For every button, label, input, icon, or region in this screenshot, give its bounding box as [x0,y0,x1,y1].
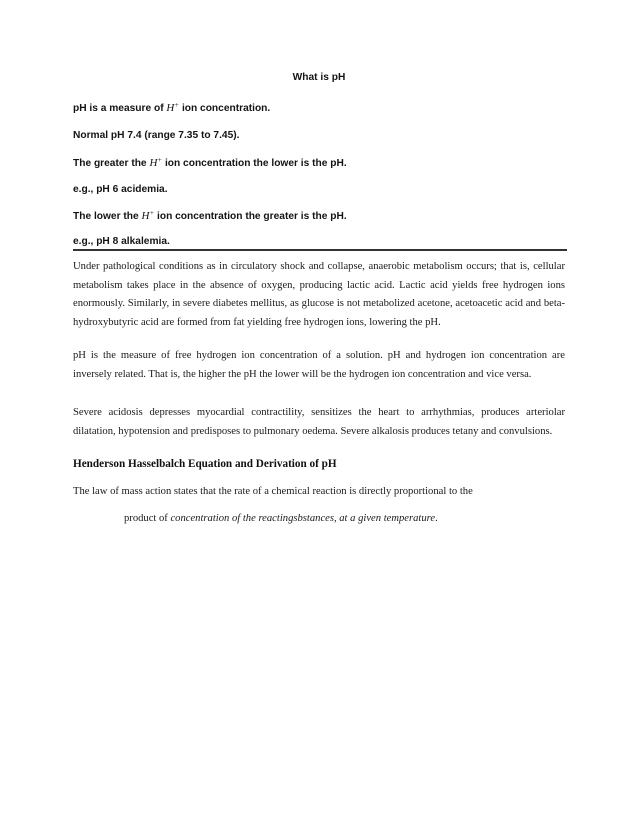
page-title: What is pH [292,72,346,83]
paragraph-definition: pH is the measure of free hydrogen ion concentration of a solution. pH and hydrogen ion concentration are inversely related. That is, the higher the pH the lower will be the hydrogen ion concentration and vice versa. [73,350,565,380]
paragraph-acidosis: Severe acidosis depresses myocardial contractility, sensitizes the heart to arrhythmias, produces arteriolar dilatation, hypotension and predisposes to pulmonary oedema. Severe alkalosis produces tetany and convulsions. [73,407,565,437]
definition-line [73,102,270,114]
definition-line-text-pre: pH is a measure of [73,103,167,114]
paragraph-mass-action: The law of mass action states that the rate of a chemical reaction is directly proportional to the [73,486,473,497]
hydrogen-symbol: H+ [166,101,180,114]
section-heading: Henderson Hasselbalch Equation and Derivation of pH [73,458,337,470]
mass-action-continuation: product of concentration of the reactingsbstances, at a given temperature. [124,513,438,524]
acidemia-example: e.g., pH 6 acidemia. [73,184,168,195]
hydrogen-symbol: H+ [149,156,163,169]
greater-h-line: The greater the H+ ion concentration the lower is the pH. [73,156,347,169]
paragraph-pathological: Under pathological conditions as in circulatory shock and collapse, anaerobic metabolism occurs; that is, cellular metabolism takes place in the absence of oxygen, producing lactic acid. Lactic acid yields free hydrogen ions enormously. Similarly, in severe diabetes mellitus, as glucose is not metabolized acetone, acetoacetic acid and beta-hydroxybutyric acid are formed from fat yielding free hydrogen ions, lowering the pH. [73,261,565,328]
section-divider [73,249,567,251]
mass-action-formula: concentration of the reactingsbstances, at a given temperature [170,513,436,524]
alkalemia-example: e.g., pH 8 alkalemia. [73,236,170,247]
lower-h-line: The lower the H+ ion concentration the greater is the pH. [73,209,347,222]
hydrogen-symbol: H+ [141,209,155,222]
definition-line-text-post: ion concentration. [179,103,271,114]
normal-ph-line: Normal pH 7.4 (range 7.35 to 7.45). [73,130,240,141]
